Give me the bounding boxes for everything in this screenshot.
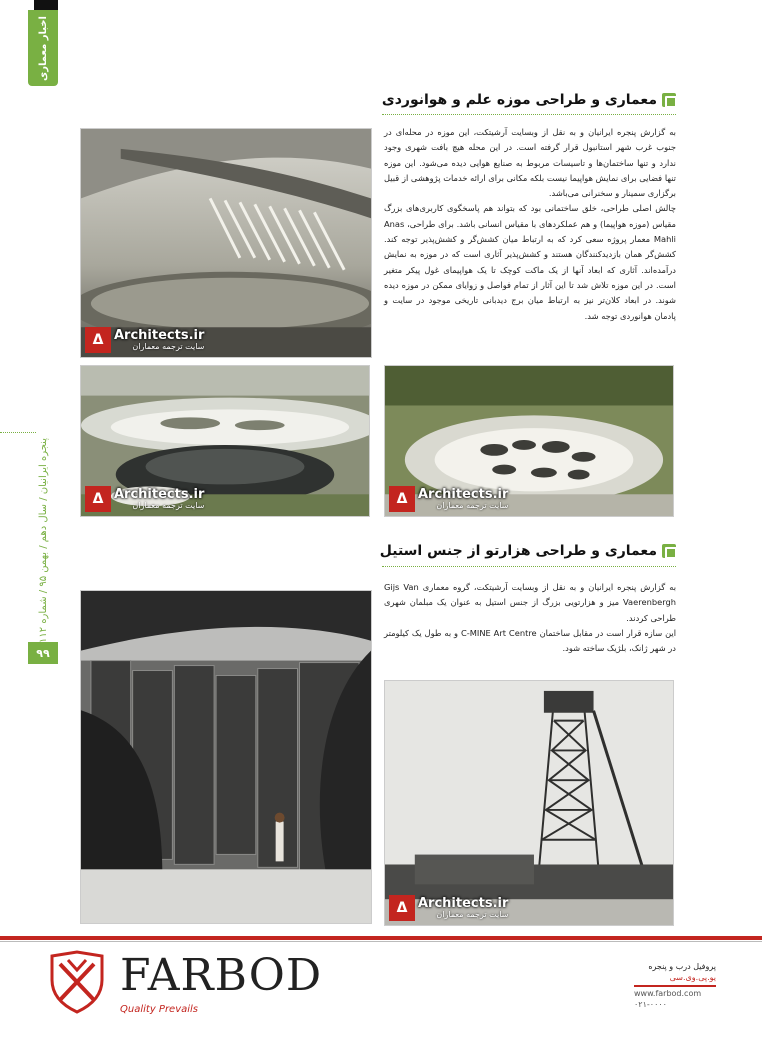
contact-line2: یو.پی.وی.سی xyxy=(669,972,716,982)
museum-aerial-photo-left xyxy=(80,365,370,517)
watermark-brand: Architects.ir xyxy=(418,895,509,911)
journal-line-text: پنجره ایرانیان / سال دهم / بهمن ۹۵ / شماره ۱۱۲ xyxy=(37,437,49,643)
section-tab-label: اخبار معماری xyxy=(37,15,49,81)
heading-square-icon xyxy=(662,93,676,107)
steel-labyrinth-photo xyxy=(80,590,372,924)
article2-title: معماری و طراحی هزارتو از جنس استیل xyxy=(379,543,657,559)
article1-rule xyxy=(382,114,676,115)
architects-logo-icon: Δ xyxy=(389,895,415,921)
contact-divider xyxy=(634,985,716,987)
watermark-brand: Architects.ir xyxy=(114,486,205,502)
farbod-brand: FARBOD xyxy=(120,950,323,1001)
footer-contact xyxy=(634,962,716,1010)
contact-phone: ۰۲۱-۰۰۰۰ xyxy=(634,999,667,1009)
contact-line1: پروفیل درب و پنجره xyxy=(648,962,716,971)
article1-paragraph1: به گزارش پنجره ایرانیان و به نقل از وبسایت آرشیتکت، این موزه در محله‌ای در جنوب غرب شهر استانبول قرار گرفته است. در این محله هیچ بافت شهری وجود ندارد و تنها ساختمان‌ها و تاسیسات مربوط به صنایع هوایی دیده می‌شود. این موزه تنها فضایی برای نمایش هواپیما نیست بلکه مکانی برای ارائه خدمات پژوهشی از قبیل برگزاری سمینار و سخنرانی می‌باشد. xyxy=(384,127,676,199)
farbod-tagline: Quality Prevails xyxy=(120,1004,199,1015)
page-number: ۹۹ xyxy=(28,642,58,664)
article1-paragraph2: چالش اصلی طراحی، خلق ساختمانی بود که بتواند هم پاسخگوی کاربری‌های بزرگ مقیاس (موزه هواپیما) و هم عملکردهای با مقیاس انسانی باشد. برای طراحی، Anas Mahli معمار پروژه سعی کرد که به ارتباط میان کشش‌گر و کشش‌پذیر توجه کند. کشش‌گر همان بازدیدکنندگان هستند و کشش‌پذیر آثاری است که در موزه به نمایش درآمده‌اند. آثاری که ابعاد آنها از یک ماکت کوچک تا یک هواپیمای غول پیکر متغیر است. در این موزه تلاش شد تا این آثار از تمام فواصل و زوایای ممکن در موزه دیده شوند. در ابعاد کلان‌تر نیز به ارتباط میان برج دیدبانی تاریخی موجود در سایت و پادمان هوانوردی توجه شد. xyxy=(384,203,676,321)
watermark-brand: Architects.ir xyxy=(114,327,205,343)
architects-logo-icon: Δ xyxy=(85,486,111,512)
watermark xyxy=(389,895,508,921)
contact-website[interactable]: www.farbod.com xyxy=(634,989,702,998)
article1-body xyxy=(384,125,676,324)
museum-aerial-photo-right xyxy=(384,365,674,517)
article2-rule xyxy=(382,566,676,567)
journal-line xyxy=(36,430,50,650)
watermark-sub: سایت ترجمه معماران xyxy=(436,500,509,510)
watermark xyxy=(389,486,508,512)
watermark-sub: سایت ترجمه معماران xyxy=(132,341,205,351)
mine-tower-photo xyxy=(384,680,674,926)
museum-interior-photo xyxy=(80,128,372,358)
article2-heading xyxy=(380,543,676,559)
watermark-sub: سایت ترجمه معماران xyxy=(132,500,205,510)
farbod-shield-logo-icon xyxy=(48,950,106,1014)
article1-title: معماری و طراحی موزه علم و هوانوردی xyxy=(381,92,657,108)
architects-logo-icon: Δ xyxy=(389,486,415,512)
article1-heading xyxy=(382,92,676,108)
heading-square-icon xyxy=(662,544,676,558)
article2-body xyxy=(384,580,676,656)
section-tab xyxy=(28,10,58,86)
article2-paragraph2: این سازه قرار است در مقابل ساختمان C-MINE Art Centre و به طول یک کیلومتر در شهر ژانک، بلژیک ساخته شود. xyxy=(384,627,676,654)
footer-red-bar xyxy=(0,936,762,940)
architects-logo-icon: Δ xyxy=(85,327,111,353)
watermark-brand: Architects.ir xyxy=(418,486,509,502)
footer-thin-line xyxy=(0,941,762,942)
watermark xyxy=(85,327,204,353)
watermark-sub: سایت ترجمه معماران xyxy=(436,909,509,919)
watermark xyxy=(85,486,204,512)
margin-dotted-line xyxy=(0,432,36,433)
article2-paragraph1: به گزارش پنجره ایرانیان و به نقل از وبسایت آرشیتکت، گروه معماری Gijs Van Vaerenbergh میز و هزارتویی بزرگ از جنس استیل به عنوان یک مبلمان شهری طراحی کردند. xyxy=(384,582,677,623)
